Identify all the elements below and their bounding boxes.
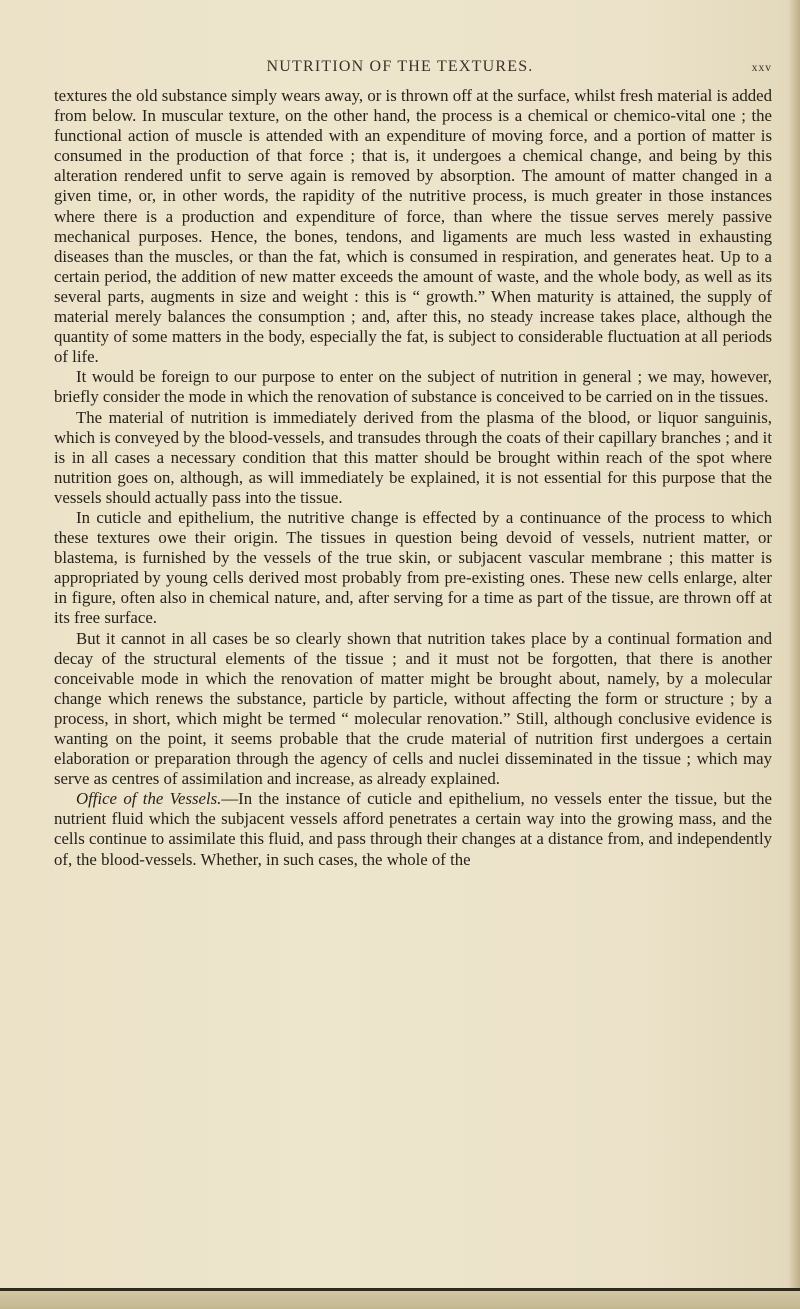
paragraph: But it cannot in all cases be so clearly shown that nutrition takes place by a continual formation and decay of the structural elements of the tissue ; and it must not be forgotten, that there is another conceivable mode in which the renovation of matter might be brought about, namely, by a molecular change which renews the substance, particle by particle, without affecting the form or structure ; by a process, in short, which might be termed “ molecular renovation.” Still, although conclusive evidence is wanting on the point, it seems probable that the crude material of nutrition first undergoes a certain elaboration or preparation through the agency of cells and nuclei disseminated in the tissue ; which may serve as centres of assimilation and increase, as already explained. [54,628,772,789]
paragraph: textures the old substance simply wears away, or is thrown off at the surface, whilst fresh material is added from below. In muscular texture, on the other hand, the process is a chemical or chemico-vital one ; the functional action of muscle is attended with an expenditure of moving force, and a portion of matter is consumed in the production of that force ; that is, it undergoes a chemical change, and being by this alteration rendered unfit to serve again is removed by absorption. The amount of matter changed in a given time, or, in other words, the rapidity of the nutritive process, is much greater in those instances where there is a production and expenditure of force, than where the tissue serves merely passive mechanical purposes. Hence, the bones, tendons, and ligaments are much less wasted in exhausting diseases than the muscles, or than the fat, which is consumed in respiration, and generates heat. Up to a certain period, the addition of new matter exceeds the amount of waste, and the whole body, as well as its several parts, augments in size and weight : this is “ growth.” When maturity is attained, the supply of material merely balances the consumption ; and, after this, no steady increase takes place, although the quantity of some matters in the body, especially the fat, is subject to considerable fluctuation at all periods of life. [54,86,772,367]
paragraph: The material of nutrition is immediately derived from the plasma of the blood, or liquor sanguinis, which is conveyed by the blood-vessels, and transudes through the coats of their capillary branches ; and it is in all cases a necessary condition that this matter should be brought within reach of the spot where nutrition goes on, although, as will immediately be explained, it is not essential for this purpose that the vessels should actually pass into the tissue. [54,407,772,507]
body-text [54,86,772,870]
page-edge-shadow [788,0,800,1309]
paragraph: In cuticle and epithelium, the nutritive change is effected by a continuance of the process to which these textures owe their origin. The tissues in question being devoid of vessels, nutrient matter, or blastema, is furnished by the vessels of the true skin, or subjacent vascular membrane ; this matter is appropriated by young cells derived most probably from pre-existing ones. These new cells enlarge, alter in figure, often also in chemical nature, and, after serving for a time as part of the tissue, are thrown off at its free surface. [54,507,772,628]
running-title: NUTRITION OF THE TEXTURES. [266,58,534,75]
page-bottom-edge [0,1291,800,1309]
paragraph-office-of-vessels [54,789,772,869]
paragraph: It would be foreign to our purpose to enter on the subject of nutrition in general ; we may, however, briefly consider the mode in which the renovation of substance is conceived to be carried on in the tissues. [54,367,772,407]
paragraph-text: —In the instance of cuticle and epithelium, no vessels enter the tissue, but the nutrient fluid which the subjacent vessels afford penetrates a certain way into the growing mass, and the cells continue to assimilate this fluid, and pass through their changes at a distance from, and independently of, the blood-vessels. Whether, in such cases, the whole of the [54,789,772,869]
section-heading: Office of the Vessels. [76,789,222,809]
page-number: xxv [751,62,772,74]
running-head [0,58,800,80]
